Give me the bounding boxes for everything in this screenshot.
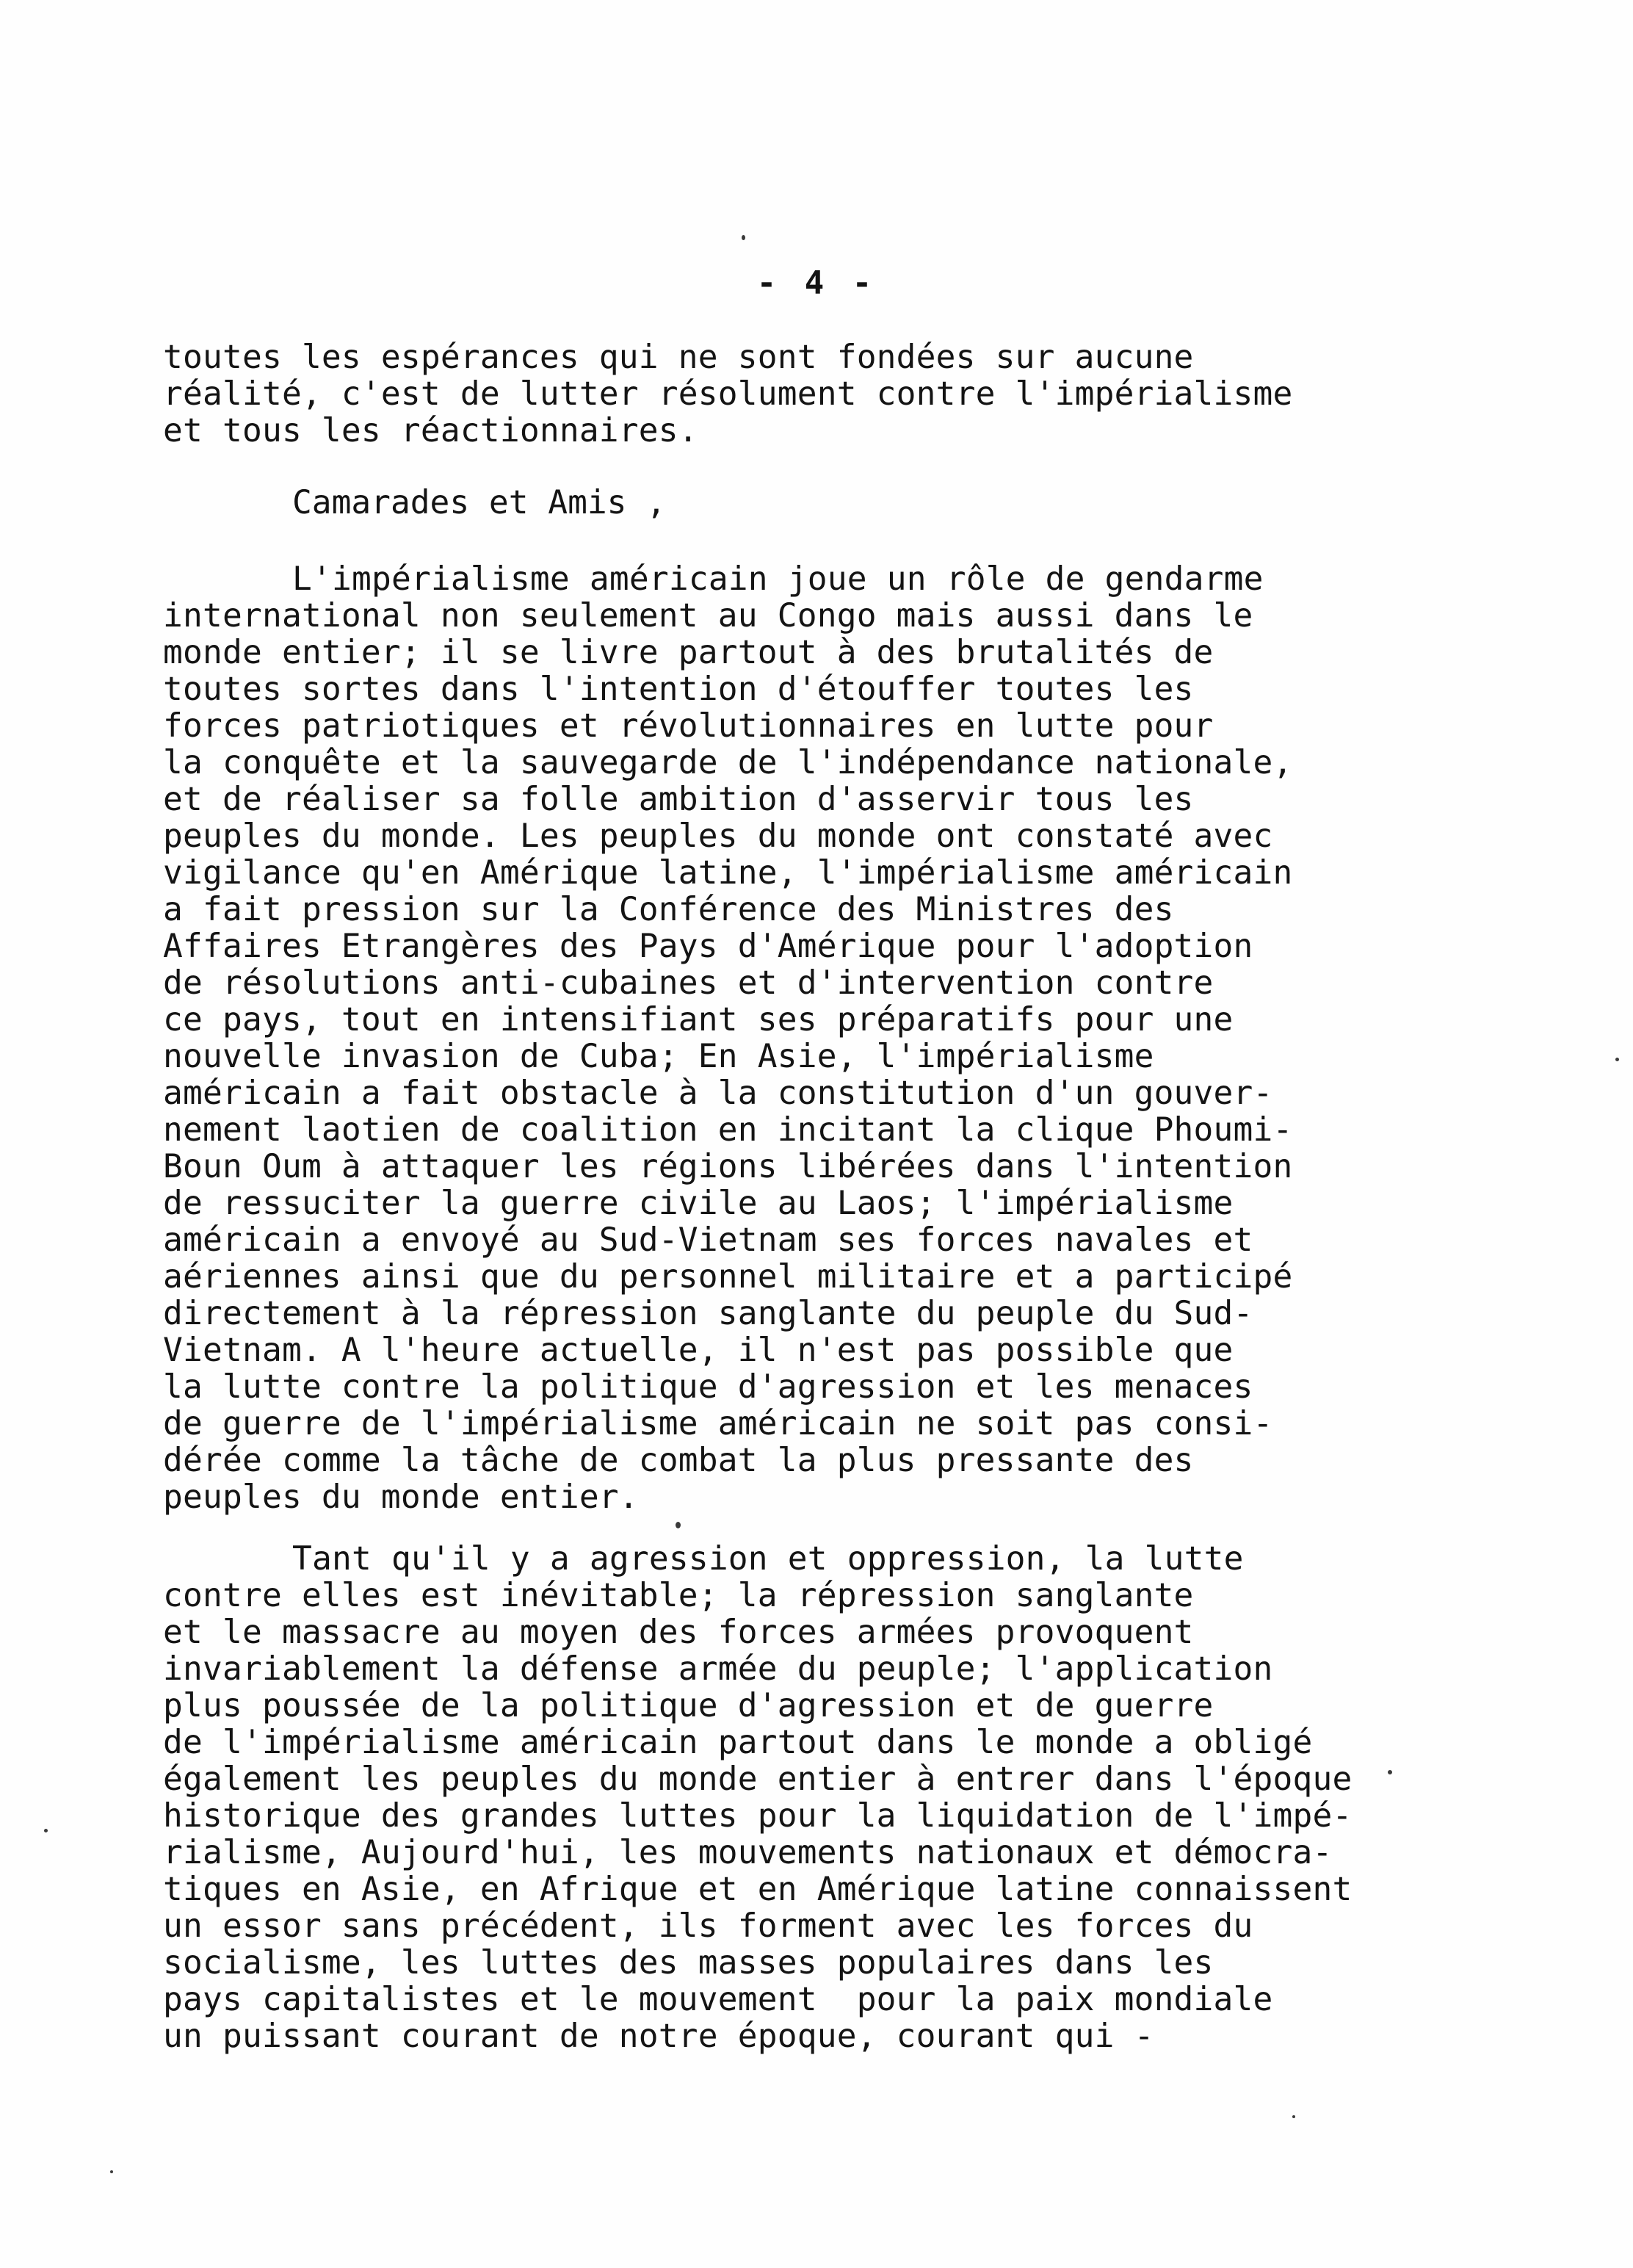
text-line: Tant qu'il y a agression et oppression, la lutte (292, 1540, 1244, 1578)
scan-speck (1615, 1058, 1619, 1061)
text-line: international non seulement au Congo mais aussi dans le (163, 597, 1253, 635)
text-line: ce pays, tout en intensifiant ses préparatifs pour une (163, 1001, 1234, 1039)
text-line: forces patriotiques et révolutionnaires en lutte pour (163, 707, 1214, 745)
paragraph-3 (163, 1541, 1507, 2055)
text-line: nouvelle invasion de Cuba; En Asie, l'impérialisme (163, 1038, 1154, 1075)
text-line: de l'impérialisme américain partout dans le monde a obligé (163, 1724, 1313, 1761)
text-line: américain a envoyé au Sud-Vietnam ses forces navales et (163, 1221, 1253, 1259)
text-line: et tous les réactionnaires. (163, 412, 698, 449)
text-line: de guerre de l'impérialisme américain ne soit pas consi- (163, 1405, 1273, 1442)
text-line: de résolutions anti-cubaines et d'intervention contre (163, 964, 1214, 1002)
text-line: contre elles est inévitable; la répression sanglante (163, 1577, 1194, 1614)
text-line: a fait pression sur la Conférence des Ministres des (163, 891, 1174, 928)
scan-speck (742, 235, 745, 240)
text-line: pays capitalistes et le mouvement pour la paix mondiale (163, 1981, 1273, 2018)
salutation: Camarades et Amis , (292, 484, 667, 521)
text-line: peuples du monde entier. (163, 1478, 639, 1516)
text-line: toutes sortes dans l'intention d'étouffer toutes les (163, 671, 1194, 708)
scan-speck (1388, 1770, 1392, 1774)
paragraph-1 (163, 339, 1507, 449)
paragraph-2 (163, 561, 1507, 1516)
text-line: Boun Oum à attaquer les régions libérées dans l'intention (163, 1148, 1293, 1185)
text-line: américain a fait obstacle à la constitution d'un gouver- (163, 1075, 1273, 1112)
page-number: - 4 - (756, 264, 877, 302)
text-line: Affaires Etrangères des Pays d'Amérique pour l'adoption (163, 928, 1253, 965)
text-line: également les peuples du monde entier à entrer dans l'époque (163, 1760, 1353, 1798)
text-line: la conquête et la sauvegarde de l'indépendance nationale, (163, 744, 1293, 781)
text-line: et de réaliser sa folle ambition d'asservir tous les (163, 781, 1194, 818)
text-line: monde entier; il se livre partout à des brutalités de (163, 634, 1214, 671)
text-line: peuples du monde. Les peuples du monde ont constaté avec (163, 817, 1273, 855)
text-line: tiques en Asie, en Afrique et en Amérique latine connaissent (163, 1871, 1353, 1908)
text-line: la lutte contre la politique d'agression et les menaces (163, 1368, 1253, 1406)
text-line: réalité, c'est de lutter résolument contre l'impérialisme (163, 375, 1293, 413)
text-line: de ressuciter la guerre civile au Laos; l'impérialisme (163, 1185, 1234, 1222)
text-line: plus poussée de la politique d'agression et de guerre (163, 1687, 1214, 1725)
scan-speck (110, 2170, 113, 2173)
scan-speck (676, 1522, 681, 1528)
text-line: historique des grandes luttes pour la liquidation de l'impé- (163, 1797, 1353, 1835)
text-line: et le massacre au moyen des forces armées provoquent (163, 1614, 1194, 1651)
text-line: toutes les espérances qui ne sont fondées sur aucune (163, 339, 1194, 376)
text-line: nement laotien de coalition en incitant la clique Phoumi- (163, 1111, 1293, 1149)
scan-speck (44, 1829, 48, 1832)
text-line: un essor sans précédent, ils forment avec les forces du (163, 1907, 1253, 1945)
text-line: rialisme, Aujourd'hui, les mouvements nationaux et démocra- (163, 1834, 1333, 1871)
scan-speck (1292, 2115, 1295, 2118)
text-line: directement à la répression sanglante du peuple du Sud- (163, 1295, 1253, 1332)
text-line: socialisme, les luttes des masses populaires dans les (163, 1944, 1214, 1982)
text-line: Vietnam. A l'heure actuelle, il n'est pas possible que (163, 1332, 1234, 1369)
text-line: un puissant courant de notre époque, courant qui - (163, 2018, 1154, 2055)
text-line: invariablement la défense armée du peuple; l'application (163, 1650, 1273, 1688)
text-line: L'impérialisme américain joue un rôle de gendarme (292, 560, 1264, 598)
text-line: dérée comme la tâche de combat la plus pressante des (163, 1442, 1194, 1479)
text-line: aériennes ainsi que du personnel militaire et a participé (163, 1258, 1293, 1296)
text-line: vigilance qu'en Amérique latine, l'impérialisme américain (163, 854, 1293, 892)
